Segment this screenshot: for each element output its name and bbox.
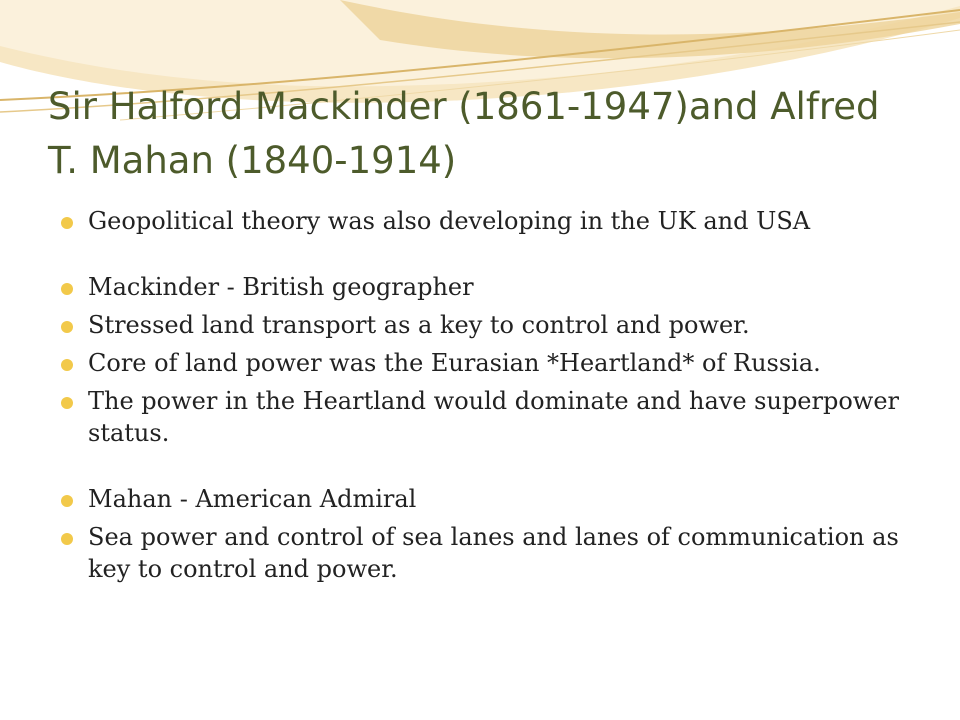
bullet-list	[58, 205, 918, 591]
bullet-item	[58, 521, 918, 585]
bullet-text: Mackinder - British geographer	[88, 273, 474, 301]
bullet-text: Core of land power was the Eurasian *Heartland* of Russia.	[88, 349, 821, 377]
bullet-dot-icon	[61, 217, 73, 229]
bullet-text: Mahan - American Admiral	[88, 485, 417, 513]
bullet-item	[58, 309, 918, 341]
bullet-item	[58, 271, 918, 303]
bullet-item	[58, 483, 918, 515]
bullet-text: The power in the Heartland would dominate and have superpower status.	[88, 387, 900, 447]
bullet-dot-icon	[61, 495, 73, 507]
bullet-dot-icon	[61, 397, 73, 409]
bullet-dot-icon	[61, 283, 73, 295]
bullet-item	[58, 385, 918, 449]
bullet-item	[58, 205, 918, 237]
bullet-text: Geopolitical theory was also developing in the UK and USA	[88, 207, 811, 235]
bullet-text: Sea power and control of sea lanes and lanes of communication as key to control and power.	[88, 523, 899, 583]
slide-title: Sir Halford Mackinder (1861-1947)and Alfred T. Mahan (1840-1914)	[48, 85, 880, 182]
bullet-dot-icon	[61, 533, 73, 545]
bullet-item	[58, 347, 918, 379]
bullet-text: Stressed land transport as a key to control and power.	[88, 311, 750, 339]
bullet-dot-icon	[61, 359, 73, 371]
bullet-dot-icon	[61, 321, 73, 333]
